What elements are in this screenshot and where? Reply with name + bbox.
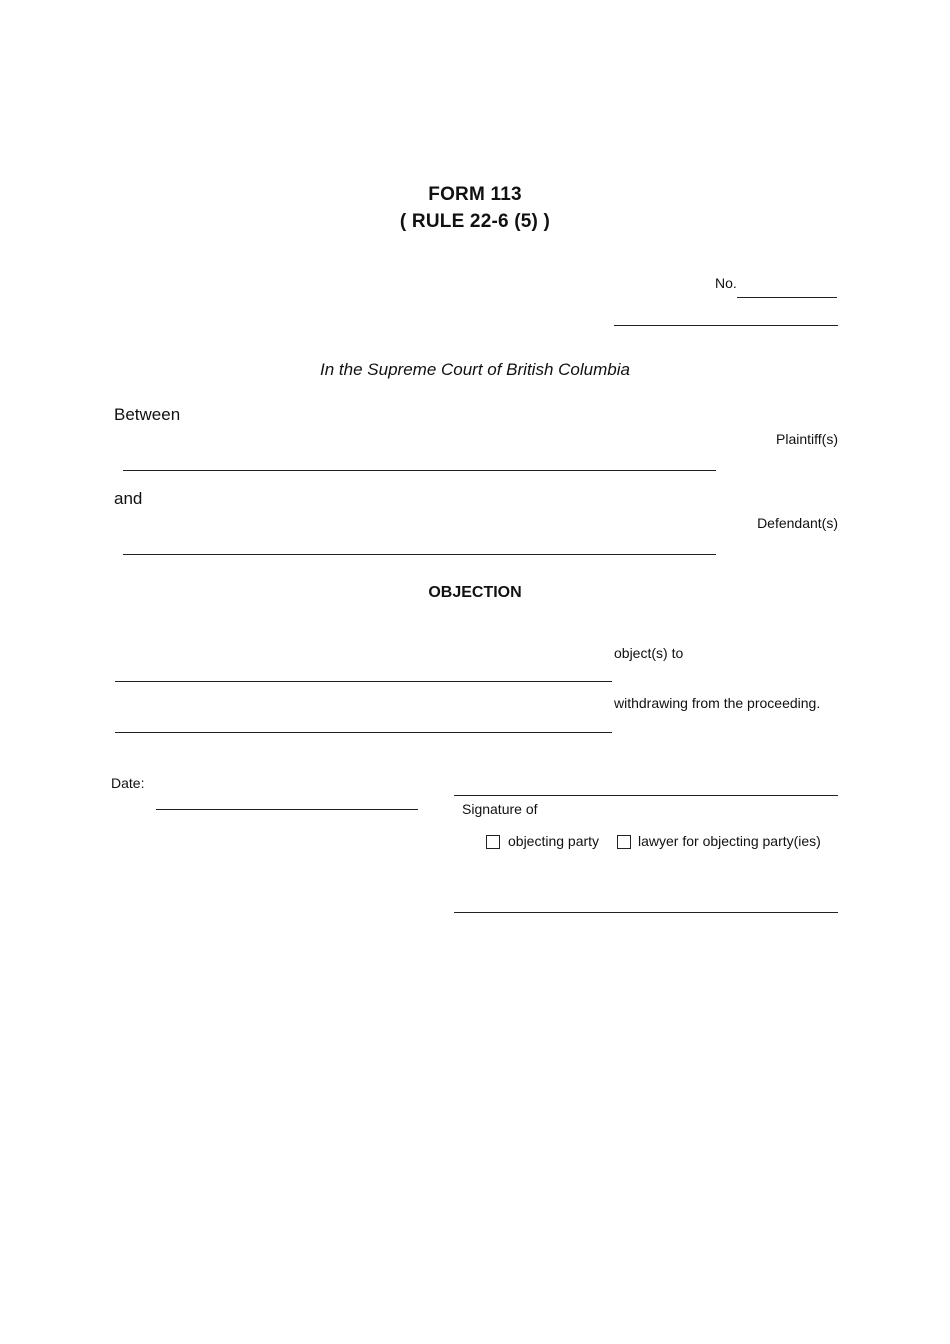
signature-label: Signature of: [462, 801, 538, 817]
between-label: Between: [114, 405, 181, 424]
plaintiffs-field[interactable]: [123, 470, 716, 471]
objects-to-text: object(s) to: [614, 645, 684, 661]
lawyer-checkbox[interactable]: [617, 835, 631, 849]
defendants-field[interactable]: [123, 554, 716, 555]
objecting-party-checkbox[interactable]: [486, 835, 500, 849]
date-label: Date:: [111, 775, 145, 791]
and-label: and: [114, 489, 143, 508]
objection-heading: OBJECTION: [428, 584, 522, 601]
file-number-label: No.: [715, 275, 737, 291]
signatory-name-field[interactable]: [454, 912, 838, 913]
date-field[interactable]: [156, 809, 418, 810]
objecting-party-field[interactable]: [115, 681, 612, 682]
withdrawing-text: withdrawing from the proceeding.: [614, 695, 821, 711]
signature-field[interactable]: [454, 795, 838, 796]
objecting-party-option-label: objecting party: [508, 833, 600, 849]
withdrawing-lawyer-field[interactable]: [115, 732, 612, 733]
form-title: FORM 113: [428, 184, 522, 205]
court-name: In the Supreme Court of British Columbia: [320, 360, 630, 379]
registry-field[interactable]: [614, 325, 838, 326]
file-number-field[interactable]: [737, 297, 837, 298]
form-rule: ( RULE 22-6 (5) ): [399, 211, 551, 232]
lawyer-option-label: lawyer for objecting party(ies): [638, 833, 821, 849]
plaintiffs-label: Plaintiff(s): [776, 431, 838, 447]
defendants-label: Defendant(s): [757, 515, 838, 531]
